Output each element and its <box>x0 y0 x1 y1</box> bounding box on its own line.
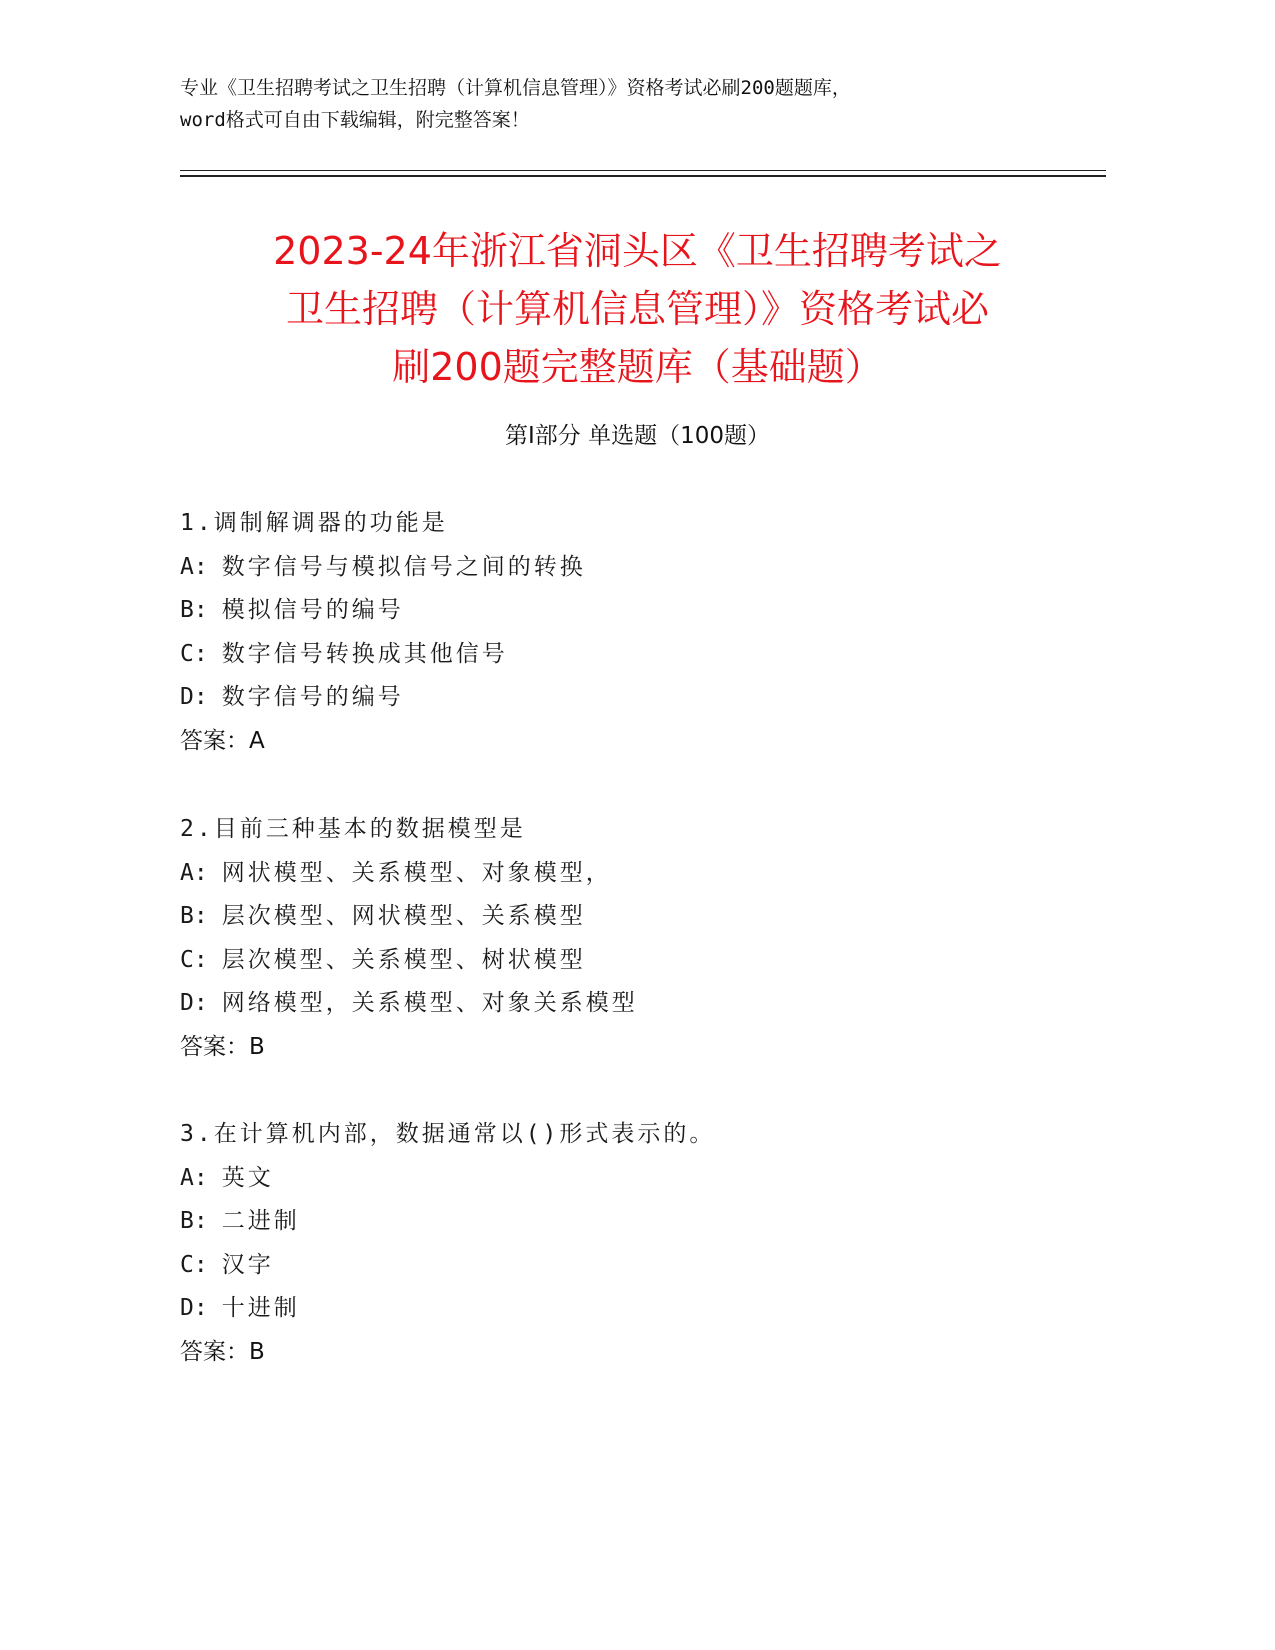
document-title <box>150 222 1125 396</box>
header-note <box>180 72 1100 136</box>
option-letter: A: <box>180 1164 208 1191</box>
title-line-1: 2023-24年浙江省洞头区《卫生招聘考试之 <box>273 229 1002 273</box>
option-letter: B: <box>180 903 208 930</box>
question-3 <box>180 1113 1100 1375</box>
option-text: 层次模型、网状模型、关系模型 <box>221 903 586 930</box>
option-text: 汉字 <box>221 1251 274 1278</box>
question-stem: 2.目前三种基本的数据模型是 <box>180 816 526 842</box>
option-letter: A: <box>180 859 208 886</box>
header-divider-thin <box>180 170 1106 171</box>
option-text: 模拟信号的编号 <box>221 597 404 624</box>
option-letter: D: <box>180 684 208 711</box>
option-d <box>180 982 1100 1026</box>
option-letter: C: <box>180 946 208 973</box>
option-text: 层次模型、关系模型、树状模型 <box>221 946 586 973</box>
option-text: 十进制 <box>221 1295 300 1322</box>
option-d <box>180 1287 1100 1331</box>
answer: 答案：A <box>180 727 265 754</box>
option-letter: B: <box>180 1208 208 1235</box>
option-a <box>180 546 1100 590</box>
option-a <box>180 852 1100 896</box>
option-letter: D: <box>180 990 208 1017</box>
option-text: 英文 <box>221 1164 274 1191</box>
option-b <box>180 895 1100 939</box>
option-c <box>180 633 1100 677</box>
option-letter: C: <box>180 1251 208 1278</box>
option-text: 网状模型、关系模型、对象模型， <box>221 859 612 886</box>
option-text: 数字信号与模拟信号之间的转换 <box>221 553 586 580</box>
question-stem: 3.在计算机内部，数据通常以()形式表示的。 <box>180 1121 716 1147</box>
question-1 <box>180 502 1100 764</box>
option-text: 网络模型，关系模型、对象关系模型 <box>221 990 638 1017</box>
option-c <box>180 939 1100 983</box>
title-line-3: 刷200题完整题库（基础题） <box>392 345 883 389</box>
header-divider-thick <box>180 175 1106 177</box>
option-b <box>180 589 1100 633</box>
question-2 <box>180 808 1100 1070</box>
answer: 答案：B <box>180 1033 265 1060</box>
option-text: 数字信号的编号 <box>221 684 404 711</box>
option-b <box>180 1200 1100 1244</box>
option-letter: C: <box>180 640 208 667</box>
answer: 答案：B <box>180 1338 265 1365</box>
option-letter: D: <box>180 1295 208 1322</box>
option-d <box>180 676 1100 720</box>
title-line-2: 卫生招聘（计算机信息管理）》资格考试必 <box>285 287 989 331</box>
option-text: 二进制 <box>221 1208 300 1235</box>
header-note-line-2: word格式可自由下载编辑，附完整答案！ <box>180 109 530 131</box>
header-note-line-1: 专业《卫生招聘考试之卫生招聘（计算机信息管理）》资格考试必刷200题题库， <box>180 77 851 99</box>
option-letter: A: <box>180 553 208 580</box>
option-text: 数字信号转换成其他信号 <box>221 640 508 667</box>
option-a <box>180 1157 1100 1201</box>
option-c <box>180 1244 1100 1288</box>
section-heading: 第Ⅰ部分 单选题（100题） <box>505 423 770 449</box>
question-stem: 1.调制解调器的功能是 <box>180 510 448 536</box>
option-letter: B: <box>180 597 208 624</box>
